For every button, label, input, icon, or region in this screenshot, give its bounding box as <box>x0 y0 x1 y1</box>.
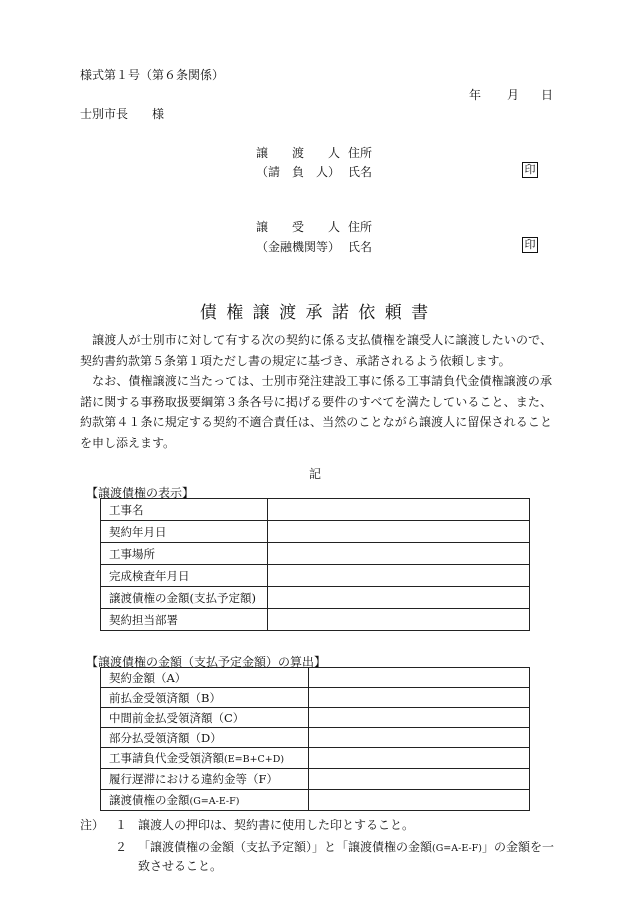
table-row <box>101 708 530 728</box>
assignor-role: 譲 渡 人 <box>256 146 341 160</box>
row-label: 工事名 <box>101 499 268 521</box>
row-label: 工事場所 <box>101 543 268 565</box>
addressee: 士別市長 様 <box>80 107 165 121</box>
row-value-field[interactable] <box>268 565 530 587</box>
assignee-name-label: 氏名 <box>348 240 373 254</box>
row-value-field[interactable] <box>268 521 530 543</box>
row-value-field[interactable] <box>268 587 530 609</box>
row-label: 工事請負代金受領済額(E=B+C+D) <box>101 748 309 769</box>
row-value-field[interactable] <box>309 769 530 790</box>
row-label: 履行遅滞における違約金等（F） <box>101 769 309 790</box>
date-day-label: 日 <box>541 88 554 102</box>
table-row <box>101 790 530 811</box>
form-number: 様式第１号（第６条関係） <box>80 68 225 82</box>
row-label: 部分払受領済額（D） <box>101 728 309 748</box>
body-paragraph-1: 譲渡人が士別市に対して有する次の契約に係る支払債権を譲受人に譲渡したいので、契約書約款第５条第１項ただし書の規定に基づき、承諾されるよう依頼します。 <box>80 333 552 368</box>
assigned-claim-table <box>100 498 530 631</box>
assignor-role-sub: （請 負 人） <box>256 165 341 179</box>
table-row <box>101 521 530 543</box>
row-value-field[interactable] <box>268 543 530 565</box>
table-row <box>101 668 530 688</box>
row-label: 契約金額（A） <box>101 668 309 688</box>
table1-heading: 【譲渡債権の表示】 <box>86 486 195 500</box>
note-2-text-continued: 致させること。 <box>138 859 223 873</box>
row-label: 契約担当部署 <box>101 609 268 631</box>
row-label: 前払金受領済額（B） <box>101 688 309 708</box>
row-value-field[interactable] <box>309 790 530 811</box>
note-1-number: １ <box>115 818 128 832</box>
row-label: 中間前金払受領済額（C） <box>101 708 309 728</box>
row-formula: (G=A-E-F) <box>189 796 240 807</box>
row-value-field[interactable] <box>309 728 530 748</box>
table-row <box>101 688 530 708</box>
row-label: 譲渡債権の金額(G=A-E-F) <box>101 790 309 811</box>
body-paragraph-2: なお、債権譲渡に当たっては、士別市発注建設工事に係る工事請負代金債権譲渡の承諾に関する事務取扱要綱第３条各号に掲げる要件のすべてを満たしていること、また、約款第４１条に規定する契約不適合責任は、当然のことながら譲渡人に留保されることを申し添えます。 <box>80 374 552 450</box>
assignor-name-label: 氏名 <box>348 165 373 179</box>
row-value-field[interactable] <box>309 668 530 688</box>
assignor-seal: 印 <box>522 162 538 178</box>
assignee-role: 譲 受 人 <box>256 220 341 234</box>
table2-heading: 【譲渡債権の金額（支払予定金額）の算出】 <box>86 655 327 669</box>
table-row <box>101 728 530 748</box>
note-1-text: 譲渡人の押印は、契約書に使用した印とすること。 <box>138 818 415 832</box>
row-value-field[interactable] <box>309 748 530 769</box>
row-value-field[interactable] <box>309 708 530 728</box>
table-row <box>101 587 530 609</box>
table-row <box>101 748 530 769</box>
notes-label: 注） <box>80 818 105 832</box>
table-row <box>101 565 530 587</box>
amount-calculation-table <box>100 667 530 811</box>
note-2-text: 「譲渡債権の金額（支払予定額）」と「譲渡債権の金額(G=A-E-F)」の金額を一 <box>138 840 554 854</box>
row-value-field[interactable] <box>268 499 530 521</box>
note-2-number: ２ <box>115 840 128 854</box>
date-year-label: 年 <box>469 88 482 102</box>
ki-label: 記 <box>308 467 321 481</box>
row-label: 譲渡債権の金額(支払予定額) <box>101 587 268 609</box>
assignee-seal: 印 <box>522 237 538 253</box>
table-row <box>101 499 530 521</box>
table-row <box>101 609 530 631</box>
assignee-role-sub: （金融機関等） <box>256 240 341 254</box>
assignee-address-label: 住所 <box>348 220 373 234</box>
table-row <box>101 769 530 790</box>
table-row <box>101 543 530 565</box>
assignor-address-label: 住所 <box>348 146 373 160</box>
row-value-field[interactable] <box>268 609 530 631</box>
row-formula: (E=B+C+D) <box>224 754 285 765</box>
document-title: 債 権 譲 渡 承 諾 依 頼 書 <box>199 303 431 323</box>
row-label: 契約年月日 <box>101 521 268 543</box>
date-month-label: 月 <box>507 88 520 102</box>
row-label: 完成検査年月日 <box>101 565 268 587</box>
row-value-field[interactable] <box>309 688 530 708</box>
